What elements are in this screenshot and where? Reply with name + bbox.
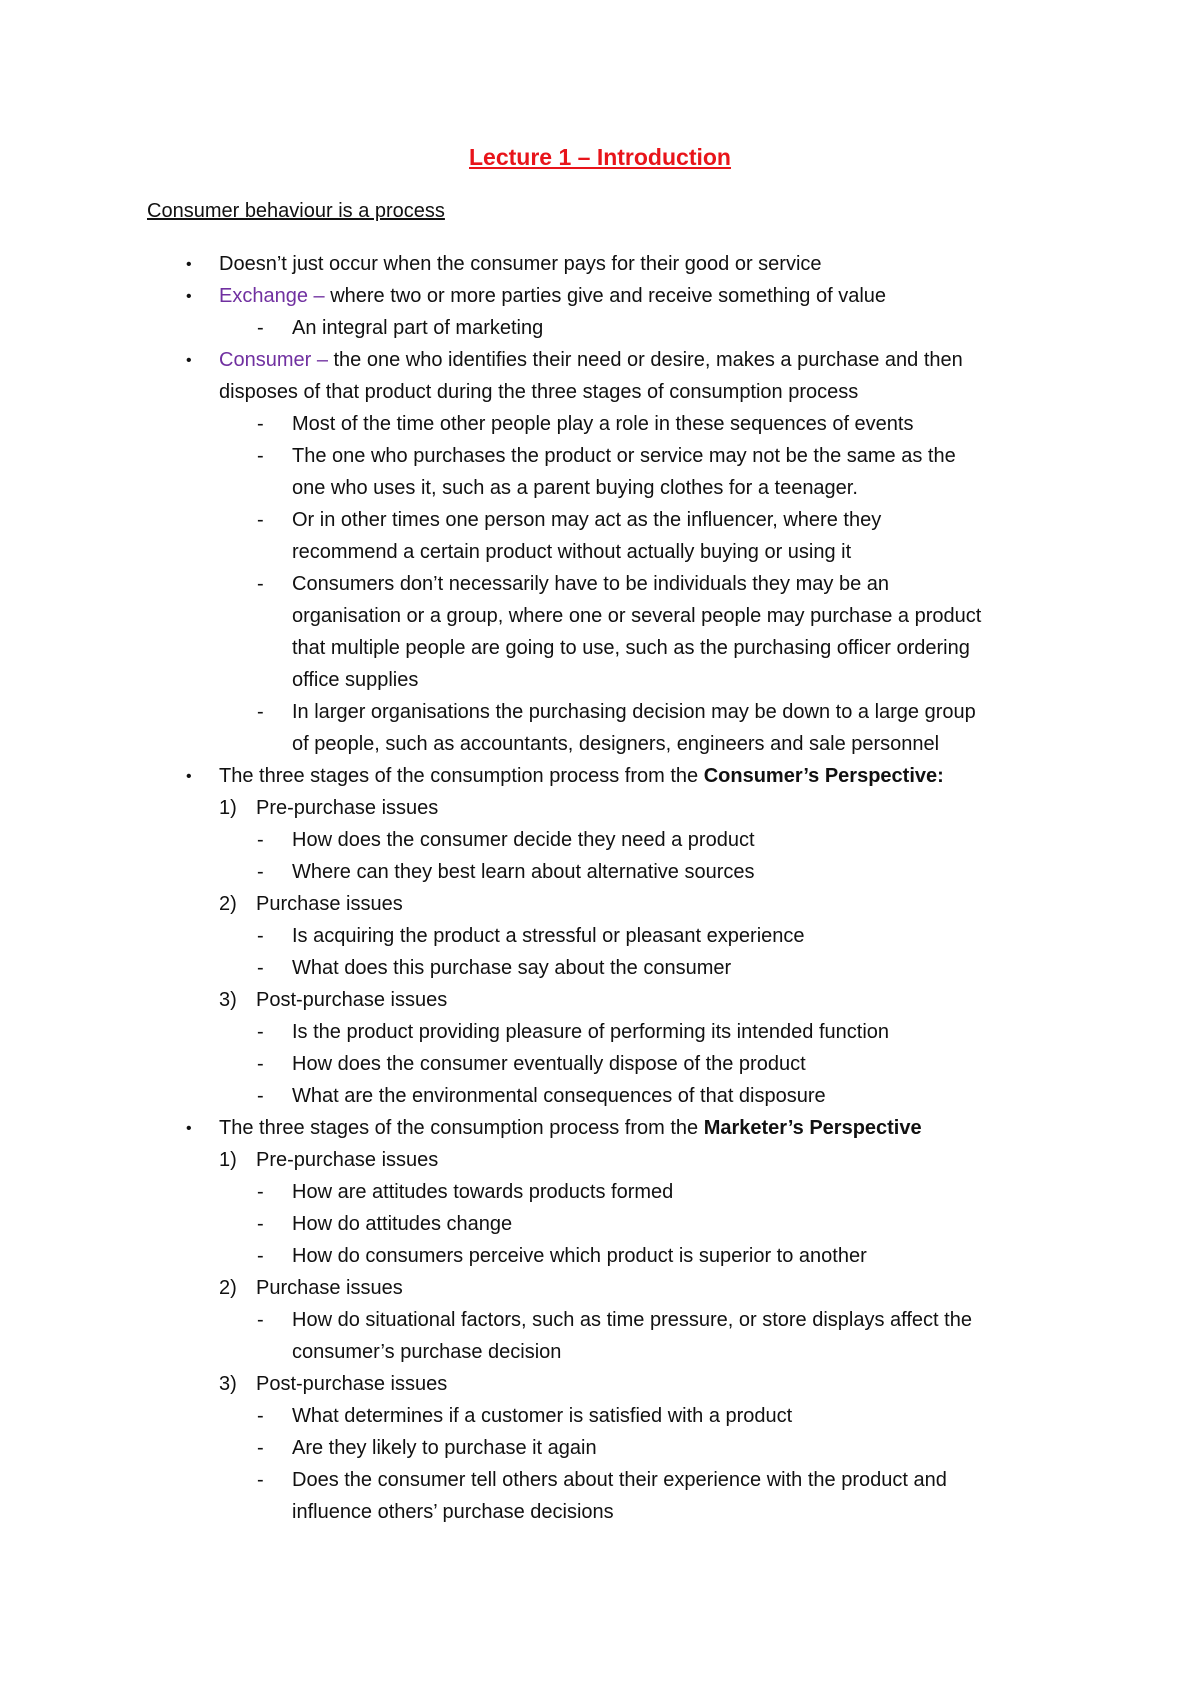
sub-item: How do consumers perceive which product is superior to another	[292, 1245, 867, 1267]
dash-icon: -	[257, 413, 264, 435]
dash-icon: -	[257, 1181, 264, 1203]
marketer-perspective-label: Marketer’s Perspective	[703, 1117, 922, 1139]
consumer-perspective-label: Consumer’s Perspective:	[703, 765, 944, 787]
stage-label: Pre-purchase issues	[256, 1149, 439, 1171]
section-heading: Consumer behaviour is a process	[147, 200, 445, 222]
stage-number: 3)	[219, 989, 237, 1011]
sub-item: How does the consumer decide they need a product	[292, 829, 755, 851]
bullet-text: Exchange – where two or more parties give and receive something of value	[219, 285, 887, 307]
sub-item: Are they likely to purchase it again	[292, 1437, 597, 1459]
page-title: Lecture 1 – Introduction	[469, 144, 731, 170]
sub-item-cont: organisation or a group, where one or several people may purchase a product	[292, 605, 982, 627]
bullet-icon: •	[186, 288, 192, 305]
sub-item: Is acquiring the product a stressful or pleasant experience	[292, 925, 805, 947]
dash-icon: -	[257, 509, 264, 531]
sub-item: What determines if a customer is satisfied with a product	[292, 1405, 793, 1427]
dash-icon: -	[257, 1309, 264, 1331]
sub-item-cont: influence others’ purchase decisions	[292, 1501, 614, 1523]
sub-item: In larger organisations the purchasing decision may be down to a large group	[292, 701, 976, 723]
stage-number: 2)	[219, 893, 237, 915]
term-consumer: Consumer –	[219, 349, 328, 371]
sub-item: What are the environmental consequences of that disposure	[292, 1085, 826, 1107]
sub-item-cont: of people, such as accountants, designers, engineers and sale personnel	[292, 733, 940, 755]
sub-item: How are attitudes towards products formed	[292, 1181, 674, 1203]
stage-number: 1)	[219, 1149, 237, 1171]
sub-item: How does the consumer eventually dispose of the product	[292, 1053, 806, 1075]
sub-item-cont: consumer’s purchase decision	[292, 1341, 562, 1363]
dash-icon: -	[257, 317, 264, 339]
dash-icon: -	[257, 1053, 264, 1075]
stage-label: Purchase issues	[256, 893, 403, 915]
sub-item: Most of the time other people play a role in these sequences of events	[292, 413, 914, 435]
sub-item: Or in other times one person may act as the influencer, where they	[292, 509, 882, 531]
sub-item: What does this purchase say about the consumer	[292, 957, 732, 979]
dash-icon: -	[257, 925, 264, 947]
stage-label: Post-purchase issues	[256, 989, 448, 1011]
stage-number: 1)	[219, 797, 237, 819]
dash-icon: -	[257, 1405, 264, 1427]
sub-item: Does the consumer tell others about their experience with the product and	[292, 1469, 947, 1491]
sub-item: The one who purchases the product or service may not be the same as the	[292, 445, 956, 467]
dash-icon: -	[257, 573, 264, 595]
sub-item-cont: one who uses it, such as a parent buying clothes for a teenager.	[292, 477, 858, 499]
sub-item-cont: that multiple people are going to use, such as the purchasing officer ordering	[292, 637, 970, 659]
dash-icon: -	[257, 1245, 264, 1267]
sub-item: Is the product providing pleasure of performing its intended function	[292, 1021, 890, 1043]
dash-icon: -	[257, 861, 264, 883]
bullet-icon: •	[186, 352, 192, 369]
bullet-text: Consumer – the one who identifies their need or desire, makes a purchase and then	[219, 349, 963, 371]
dash-icon: -	[257, 1213, 264, 1235]
dash-icon: -	[257, 1469, 264, 1491]
dash-icon: -	[257, 1021, 264, 1043]
bullet-text: The three stages of the consumption process from the Consumer’s Perspective:	[219, 765, 944, 787]
dash-icon: -	[257, 1437, 264, 1459]
sub-item: Where can they best learn about alternative sources	[292, 861, 755, 883]
stage-label: Purchase issues	[256, 1277, 403, 1299]
bullet-text-cont: disposes of that product during the three stages of consumption process	[219, 381, 859, 403]
sub-item-cont: office supplies	[292, 669, 419, 691]
bullet-icon: •	[186, 1120, 192, 1137]
stage-label: Post-purchase issues	[256, 1373, 448, 1395]
sub-item: How do attitudes change	[292, 1213, 513, 1235]
dash-icon: -	[257, 957, 264, 979]
bullet-text: The three stages of the consumption process from the Marketer’s Perspective	[219, 1117, 922, 1139]
bullet-icon: •	[186, 768, 192, 785]
term-exchange: Exchange –	[219, 285, 325, 307]
dash-icon: -	[257, 829, 264, 851]
bullet-text: Doesn’t just occur when the consumer pays for their good or service	[219, 253, 822, 275]
dash-icon: -	[257, 445, 264, 467]
stage-number: 3)	[219, 1373, 237, 1395]
bullet-icon: •	[186, 256, 192, 273]
sub-item: How do situational factors, such as time pressure, or store displays affect the	[292, 1309, 972, 1331]
dash-icon: -	[257, 701, 264, 723]
stage-number: 2)	[219, 1277, 237, 1299]
stage-label: Pre-purchase issues	[256, 797, 439, 819]
sub-item-cont: recommend a certain product without actually buying or using it	[292, 541, 852, 563]
sub-item: Consumers don’t necessarily have to be individuals they may be an	[292, 573, 889, 595]
dash-icon: -	[257, 1085, 264, 1107]
sub-item: An integral part of marketing	[292, 317, 544, 339]
